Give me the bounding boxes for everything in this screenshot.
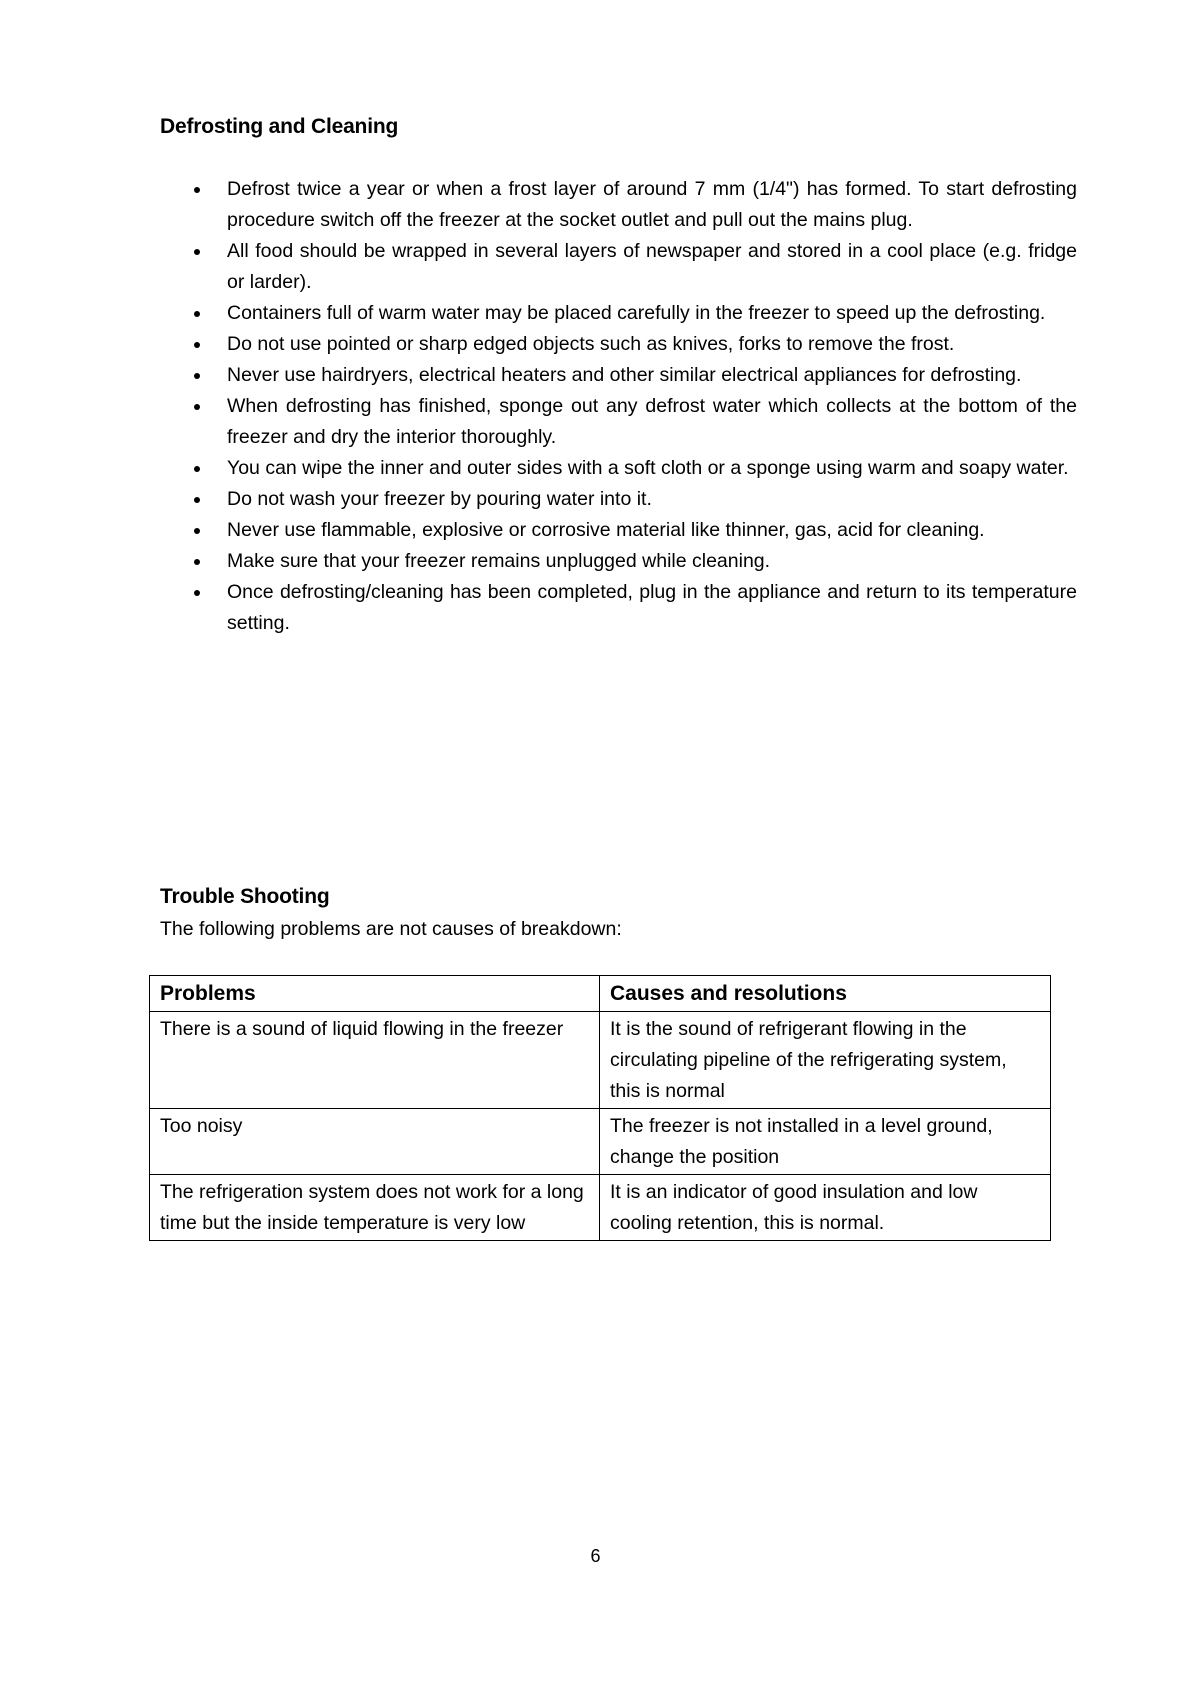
bullet-icon — [194, 311, 200, 317]
problem-cell: Too noisy — [150, 1109, 600, 1175]
list-item-text: When defrosting has finished, sponge out any defrost water which collects at the bottom of the freezer and dry the interior thoroughly. — [227, 395, 1077, 448]
list-item — [190, 236, 1077, 298]
list-item-text: Make sure that your freezer remains unplugged while cleaning. — [227, 550, 771, 572]
list-item — [190, 298, 1077, 329]
page-number: 6 — [590, 1546, 601, 1566]
resolution-cell: It is an indicator of good insulation and low cooling retention, this is normal. — [600, 1175, 1051, 1241]
list-item — [190, 577, 1077, 639]
column-header-causes: Causes and resolutions — [600, 976, 1051, 1012]
bullet-icon — [194, 466, 200, 472]
list-item-text: You can wipe the inner and outer sides with a soft cloth or a sponge using warm and soapy water. — [227, 457, 1069, 479]
resolution-cell: It is the sound of refrigerant flowing in the circulating pipeline of the refrigerating system, this is normal — [600, 1012, 1051, 1109]
list-item — [190, 329, 1077, 360]
list-item — [190, 484, 1077, 515]
list-item-text: Never use flammable, explosive or corrosive material like thinner, gas, acid for cleaning. — [227, 519, 985, 541]
problem-cell: There is a sound of liquid flowing in the freezer — [150, 1012, 600, 1109]
list-item — [190, 174, 1077, 236]
bullet-icon — [194, 187, 200, 193]
table-header-row — [150, 976, 1051, 1012]
list-item — [190, 453, 1077, 484]
defrosting-heading: Defrosting and Cleaning — [160, 115, 399, 138]
list-item-text: Never use hairdryers, electrical heaters and other similar electrical appliances for defrosting. — [227, 364, 1022, 386]
list-item-text: Do not wash your freezer by pouring water into it. — [227, 488, 652, 510]
bullet-icon — [194, 404, 200, 410]
list-item-text: All food should be wrapped in several layers of newspaper and stored in a cool place (e.g. fridge or larder). — [227, 240, 1077, 293]
trouble-shooting-intro: The following problems are not causes of breakdown: — [160, 918, 622, 940]
problem-cell: The refrigeration system does not work for a long time but the inside temperature is very low — [150, 1175, 600, 1241]
table-row — [150, 1109, 1051, 1175]
list-item-text: Defrost twice a year or when a frost layer of around 7 mm (1/4") has formed. To start defrosting procedure switch off the freezer at the socket outlet and pull out the mains plug. — [227, 178, 1077, 231]
defrosting-list — [190, 174, 1077, 639]
bullet-icon — [194, 497, 200, 503]
list-item — [190, 515, 1077, 546]
list-item-text: Do not use pointed or sharp edged objects such as knives, forks to remove the frost. — [227, 333, 955, 355]
trouble-shooting-heading: Trouble Shooting — [160, 885, 330, 908]
bullet-icon — [194, 342, 200, 348]
resolution-cell: The freezer is not installed in a level ground, change the position — [600, 1109, 1051, 1175]
table-row — [150, 1175, 1051, 1241]
list-item — [190, 391, 1077, 453]
bullet-icon — [194, 590, 200, 596]
list-item — [190, 360, 1077, 391]
bullet-icon — [194, 249, 200, 255]
list-item — [190, 546, 1077, 577]
bullet-icon — [194, 373, 200, 379]
column-header-problems: Problems — [150, 976, 600, 1012]
list-item-text: Containers full of warm water may be placed carefully in the freezer to speed up the defrosting. — [227, 302, 1046, 324]
trouble-shooting-table — [149, 975, 1051, 1241]
bullet-icon — [194, 528, 200, 534]
table-row — [150, 1012, 1051, 1109]
bullet-icon — [194, 559, 200, 565]
list-item-text: Once defrosting/cleaning has been completed, plug in the appliance and return to its temperature setting. — [227, 581, 1077, 634]
